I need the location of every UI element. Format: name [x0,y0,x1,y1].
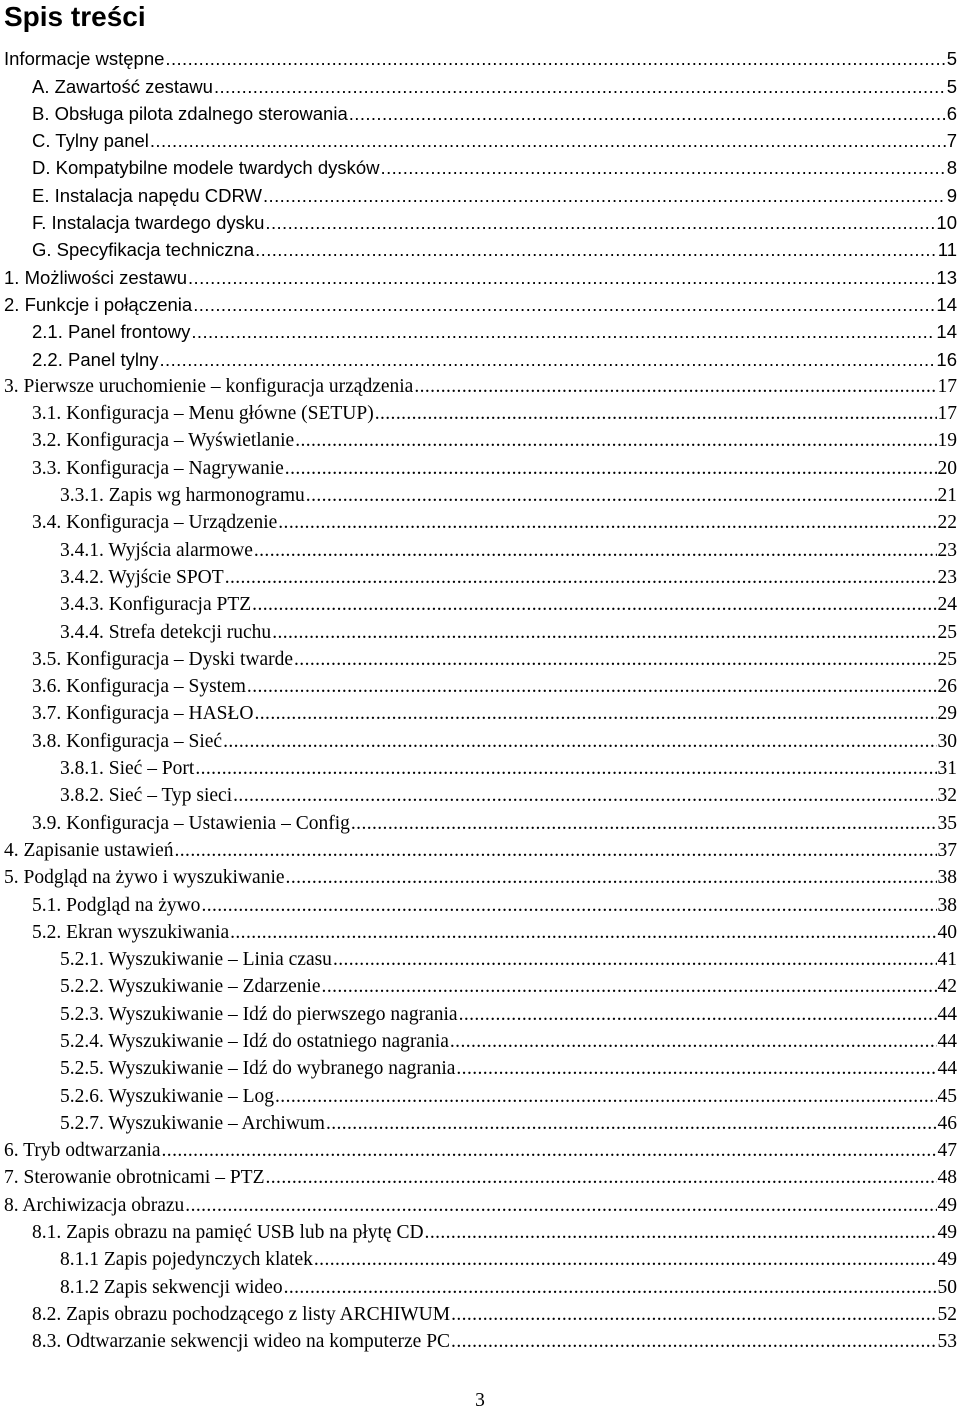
toc-entry-label: 3.3.1. Zapis wg harmonogramu [60,485,305,507]
toc-entry[interactable] [4,1328,957,1355]
toc-entry-label: 3.3. Konfiguracja – Nagrywanie [32,457,284,479]
toc-dot-leader [255,703,937,725]
toc-entry-page-number: 41 [937,949,957,971]
toc-dot-leader [201,895,936,917]
toc-entry-label: 6. Tryb odtwarzania [4,1140,161,1162]
toc-entry-label: 8. Archiwizacja obrazu [4,1194,185,1216]
toc-dot-leader [451,1331,936,1353]
toc-dot-leader [272,622,936,644]
toc-entry-label: 3.9. Konfiguracja – Ustawienia – Config [32,812,350,834]
toc-entry[interactable] [4,1219,957,1246]
toc-entry-page-number: 29 [937,703,957,725]
toc-dot-leader [252,594,936,616]
toc-dot-leader [456,1058,936,1080]
toc-entry-page-number: 49 [937,1194,957,1216]
toc-dot-leader [375,403,937,425]
toc-entry-page-number: 5 [946,75,957,97]
toc-dot-leader [160,349,936,371]
toc-dot-leader [214,76,946,98]
toc-entry[interactable] [4,1137,957,1164]
toc-entry[interactable] [4,454,957,481]
toc-entry-label: E. Instalacja napędu CDRW [32,184,262,206]
toc-entry-page-number: 9 [946,184,957,206]
toc-dot-leader [185,1195,936,1217]
toc-entry-page-number: 40 [937,921,957,943]
toc-entry[interactable] [4,127,957,154]
toc-entry-page-number: 50 [937,1276,957,1298]
toc-entry[interactable] [4,755,957,782]
toc-entry-label: A. Zawartość zestawu [32,75,213,97]
toc-dot-leader [381,157,946,179]
toc-entry-page-number: 48 [937,1167,957,1189]
toc-entry-page-number: 31 [937,758,957,780]
toc-entry-page-number: 21 [937,485,957,507]
toc-entry-page-number: 38 [937,867,957,889]
toc-entry-page-number: 26 [937,676,957,698]
toc-entry-page-number: 38 [937,894,957,916]
toc-entry[interactable] [4,591,957,618]
toc-entry[interactable] [4,400,957,427]
toc-dot-leader [195,758,936,780]
toc-entry-label: 5.1. Podgląd na żywo [32,894,201,916]
toc-entry-label: 8.3. Odtwarzanie sekwencji wideo na komputerze PC [32,1331,451,1353]
toc-entry[interactable] [4,1028,957,1055]
page-number: 3 [475,1390,485,1411]
toc-dot-leader [294,649,936,671]
toc-entry-page-number: 7 [946,130,957,152]
toc-entry-label: 3.1. Konfiguracja – Menu główne (SETUP) [32,403,374,425]
toc-dot-leader [247,676,937,698]
toc-entry-label: 2.2. Panel tylny [32,348,159,370]
toc-entry[interactable] [4,345,957,372]
toc-dot-leader [351,813,937,835]
toc-entry-label: 2. Funkcje i połączenia [4,293,193,315]
toc-entry[interactable] [4,1110,957,1137]
toc-entry-label: Informacje wstępne [4,48,165,70]
toc-entry-page-number: 17 [937,403,957,425]
toc-entry[interactable] [4,509,957,536]
toc-entry-page-number: 24 [937,594,957,616]
toc-entry-page-number: 52 [937,1303,957,1325]
toc-dot-leader [266,1167,937,1189]
toc-dot-leader [285,458,937,480]
toc-entry[interactable] [4,236,957,263]
toc-entry-label: 2.1. Panel frontowy [32,321,191,343]
toc-entry-page-number: 19 [937,430,957,452]
toc-entry-label: 3.8. Konfiguracja – Sieć [32,730,223,752]
toc-entry[interactable] [4,673,957,700]
toc-entry[interactable] [4,45,957,72]
toc-entry-label: 4. Zapisanie ustawień [4,839,174,861]
toc-entry-label: 3.4.4. Strefa detekcji ruchu [60,621,272,643]
toc-dot-leader [175,840,937,862]
toc-dot-leader [263,185,946,207]
toc-entry-page-number: 44 [937,1030,957,1052]
toc-entry-label: 8.2. Zapis obrazu pochodzącego z listy ARCHIWUM [32,1303,451,1325]
toc-dot-leader [284,1277,937,1299]
toc-entry-page-number: 47 [937,1140,957,1162]
toc-dot-leader [349,103,946,125]
toc-entry-page-number: 6 [946,102,957,124]
toc-entry-label: 7. Sterowanie obrotnicami – PTZ [4,1167,265,1189]
toc-entry[interactable] [4,1055,957,1082]
toc-entry[interactable] [4,263,957,290]
toc-entry[interactable] [4,209,957,236]
toc-entry-page-number: 14 [936,321,957,343]
toc-entry[interactable] [4,1301,957,1328]
toc-dot-leader [188,267,935,289]
toc-entry[interactable] [4,154,957,181]
toc-dot-leader [314,1249,937,1271]
toc-entry-label: 5.2.2. Wyszukiwanie – Zdarzenie [60,976,321,998]
toc-entry[interactable] [4,373,957,400]
toc-dot-leader [150,130,946,152]
toc-dot-leader [451,1304,936,1326]
toc-entry-label: 3.4.2. Wyjście SPOT [60,566,224,588]
toc-entry-page-number: 35 [937,812,957,834]
toc-entry[interactable] [4,727,957,754]
toc-dot-leader [333,949,937,971]
toc-dot-leader [326,1113,937,1135]
toc-dot-leader [233,785,936,807]
toc-entry-label: 5.2.7. Wyszukiwanie – Archiwum [60,1112,325,1134]
toc-entry-page-number: 42 [937,976,957,998]
toc-dot-leader [275,1086,936,1108]
toc-entry-label: 3.6. Konfiguracja – System [32,676,246,698]
toc-entry-label: 3. Pierwsze uruchomienie – konfiguracja urządzenia [4,375,414,397]
toc-entry[interactable] [4,646,957,673]
toc-dot-leader [265,212,935,234]
toc-entry-page-number: 49 [937,1249,957,1271]
toc-entry-label: C. Tylny panel [32,130,149,152]
toc-entry-page-number: 45 [937,1085,957,1107]
toc-entry[interactable] [4,564,957,591]
toc-entry-label: 5.2.5. Wyszukiwanie – Idź do wybranego nagrania [60,1058,456,1080]
toc-entry-page-number: 23 [937,539,957,561]
toc-dot-leader [306,485,937,507]
toc-entry-label: 3.5. Konfiguracja – Dyski twarde [32,648,294,670]
toc-entry-page-number: 10 [936,212,957,234]
toc-entry[interactable] [4,318,957,345]
toc-entry-page-number: 25 [937,621,957,643]
toc-entry-page-number: 11 [937,239,957,261]
toc-entry[interactable] [4,1000,957,1027]
toc-entry-label: 8.1. Zapis obrazu na pamięć USB lub na płytę CD [32,1222,424,1244]
toc-entry-page-number: 17 [937,375,957,397]
toc-dot-leader [162,1140,937,1162]
toc-entry-label: 5.2.4. Wyszukiwanie – Idź do ostatniego nagrania [60,1030,449,1052]
toc-entry-label: G. Specyfikacja techniczna [32,239,255,261]
toc-entry-page-number: 30 [937,730,957,752]
toc-entry[interactable] [4,1191,957,1218]
toc-dot-leader [225,567,937,589]
toc-dot-leader [193,294,935,316]
toc-entry-page-number: 46 [937,1112,957,1134]
toc-entry-page-number: 32 [937,785,957,807]
toc-entry[interactable] [4,72,957,99]
toc-entry[interactable] [4,1082,957,1109]
toc-entry-label: F. Instalacja twardego dysku [32,212,265,234]
toc-entry[interactable] [4,946,957,973]
toc-entry-page-number: 25 [937,648,957,670]
toc-dot-leader [230,922,936,944]
toc-entry[interactable] [4,100,957,127]
toc-entry[interactable] [4,536,957,563]
toc-entry[interactable] [4,809,957,836]
toc-entry[interactable] [4,618,957,645]
toc-entry-page-number: 14 [936,293,957,315]
toc-entry[interactable] [4,291,957,318]
toc-entry-label: 3.4.1. Wyjścia alarmowe [60,539,253,561]
toc-dot-leader [278,512,936,534]
toc-entry-page-number: 49 [937,1222,957,1244]
toc-entry-label: 5.2.6. Wyszukiwanie – Log [60,1085,275,1107]
toc-entry[interactable] [4,919,957,946]
toc-dot-leader [255,239,937,261]
toc-dot-leader [295,430,936,452]
toc-entry-label: 5.2.3. Wyszukiwanie – Idź do pierwszego nagrania [60,1003,458,1025]
toc-entry-label: 3.4. Konfiguracja – Urządzenie [32,512,278,534]
toc-entry[interactable] [4,1164,957,1191]
toc-entry-page-number: 8 [946,157,957,179]
toc-dot-leader [191,321,935,343]
toc-entry-label: 1. Możliwości zestawu [4,266,188,288]
toc-entry[interactable] [4,891,957,918]
toc-entry[interactable] [4,427,957,454]
toc-dot-leader [459,1004,937,1026]
toc-dot-leader [450,1031,937,1053]
table-of-contents [4,45,957,1355]
toc-entry-page-number: 23 [937,566,957,588]
toc-entry-label: 3.4.3. Konfiguracja PTZ [60,594,252,616]
page-title: Spis treści [4,1,146,32]
toc-entry-label: 3.2. Konfiguracja – Wyświetlanie [32,430,295,452]
toc-entry-page-number: 44 [937,1003,957,1025]
toc-entry-label: 3.8.1. Sieć – Port [60,758,195,780]
toc-entry-page-number: 20 [937,457,957,479]
toc-entry-label: D. Kompatybilne modele twardych dysków [32,157,380,179]
toc-entry[interactable] [4,837,957,864]
toc-entry-label: B. Obsługa pilota zdalnego sterowania [32,102,348,124]
toc-entry-label: 5.2. Ekran wyszukiwania [32,921,230,943]
toc-entry-label: 8.1.2 Zapis sekwencji wideo [60,1276,283,1298]
toc-entry-page-number: 37 [937,839,957,861]
toc-entry[interactable] [4,782,957,809]
toc-dot-leader [286,867,937,889]
toc-entry-page-number: 22 [937,512,957,534]
toc-dot-leader [223,731,936,753]
toc-entry-page-number: 16 [936,348,957,370]
toc-entry-label: 3.7. Konfiguracja – HASŁO [32,703,254,725]
toc-entry-label: 5. Podgląd na żywo i wyszukiwanie [4,867,285,889]
toc-dot-leader [322,976,937,998]
toc-dot-leader [165,48,945,70]
toc-entry[interactable] [4,973,957,1000]
toc-entry[interactable] [4,864,957,891]
toc-entry[interactable] [4,1273,957,1300]
toc-entry-page-number: 53 [937,1331,957,1353]
toc-entry[interactable] [4,1246,957,1273]
toc-entry-label: 8.1.1 Zapis pojedynczych klatek [60,1249,313,1271]
toc-entry-page-number: 5 [946,48,957,70]
toc-entry[interactable] [4,700,957,727]
toc-dot-leader [414,376,936,398]
toc-dot-leader [254,540,937,562]
toc-entry[interactable] [4,482,957,509]
toc-entry-label: 5.2.1. Wyszukiwanie – Linia czasu [60,949,332,971]
toc-entry[interactable] [4,181,957,208]
toc-entry-label: 3.8.2. Sieć – Typ sieci [60,785,233,807]
toc-dot-leader [425,1222,937,1244]
toc-entry-page-number: 44 [937,1058,957,1080]
toc-entry-page-number: 13 [936,266,957,288]
